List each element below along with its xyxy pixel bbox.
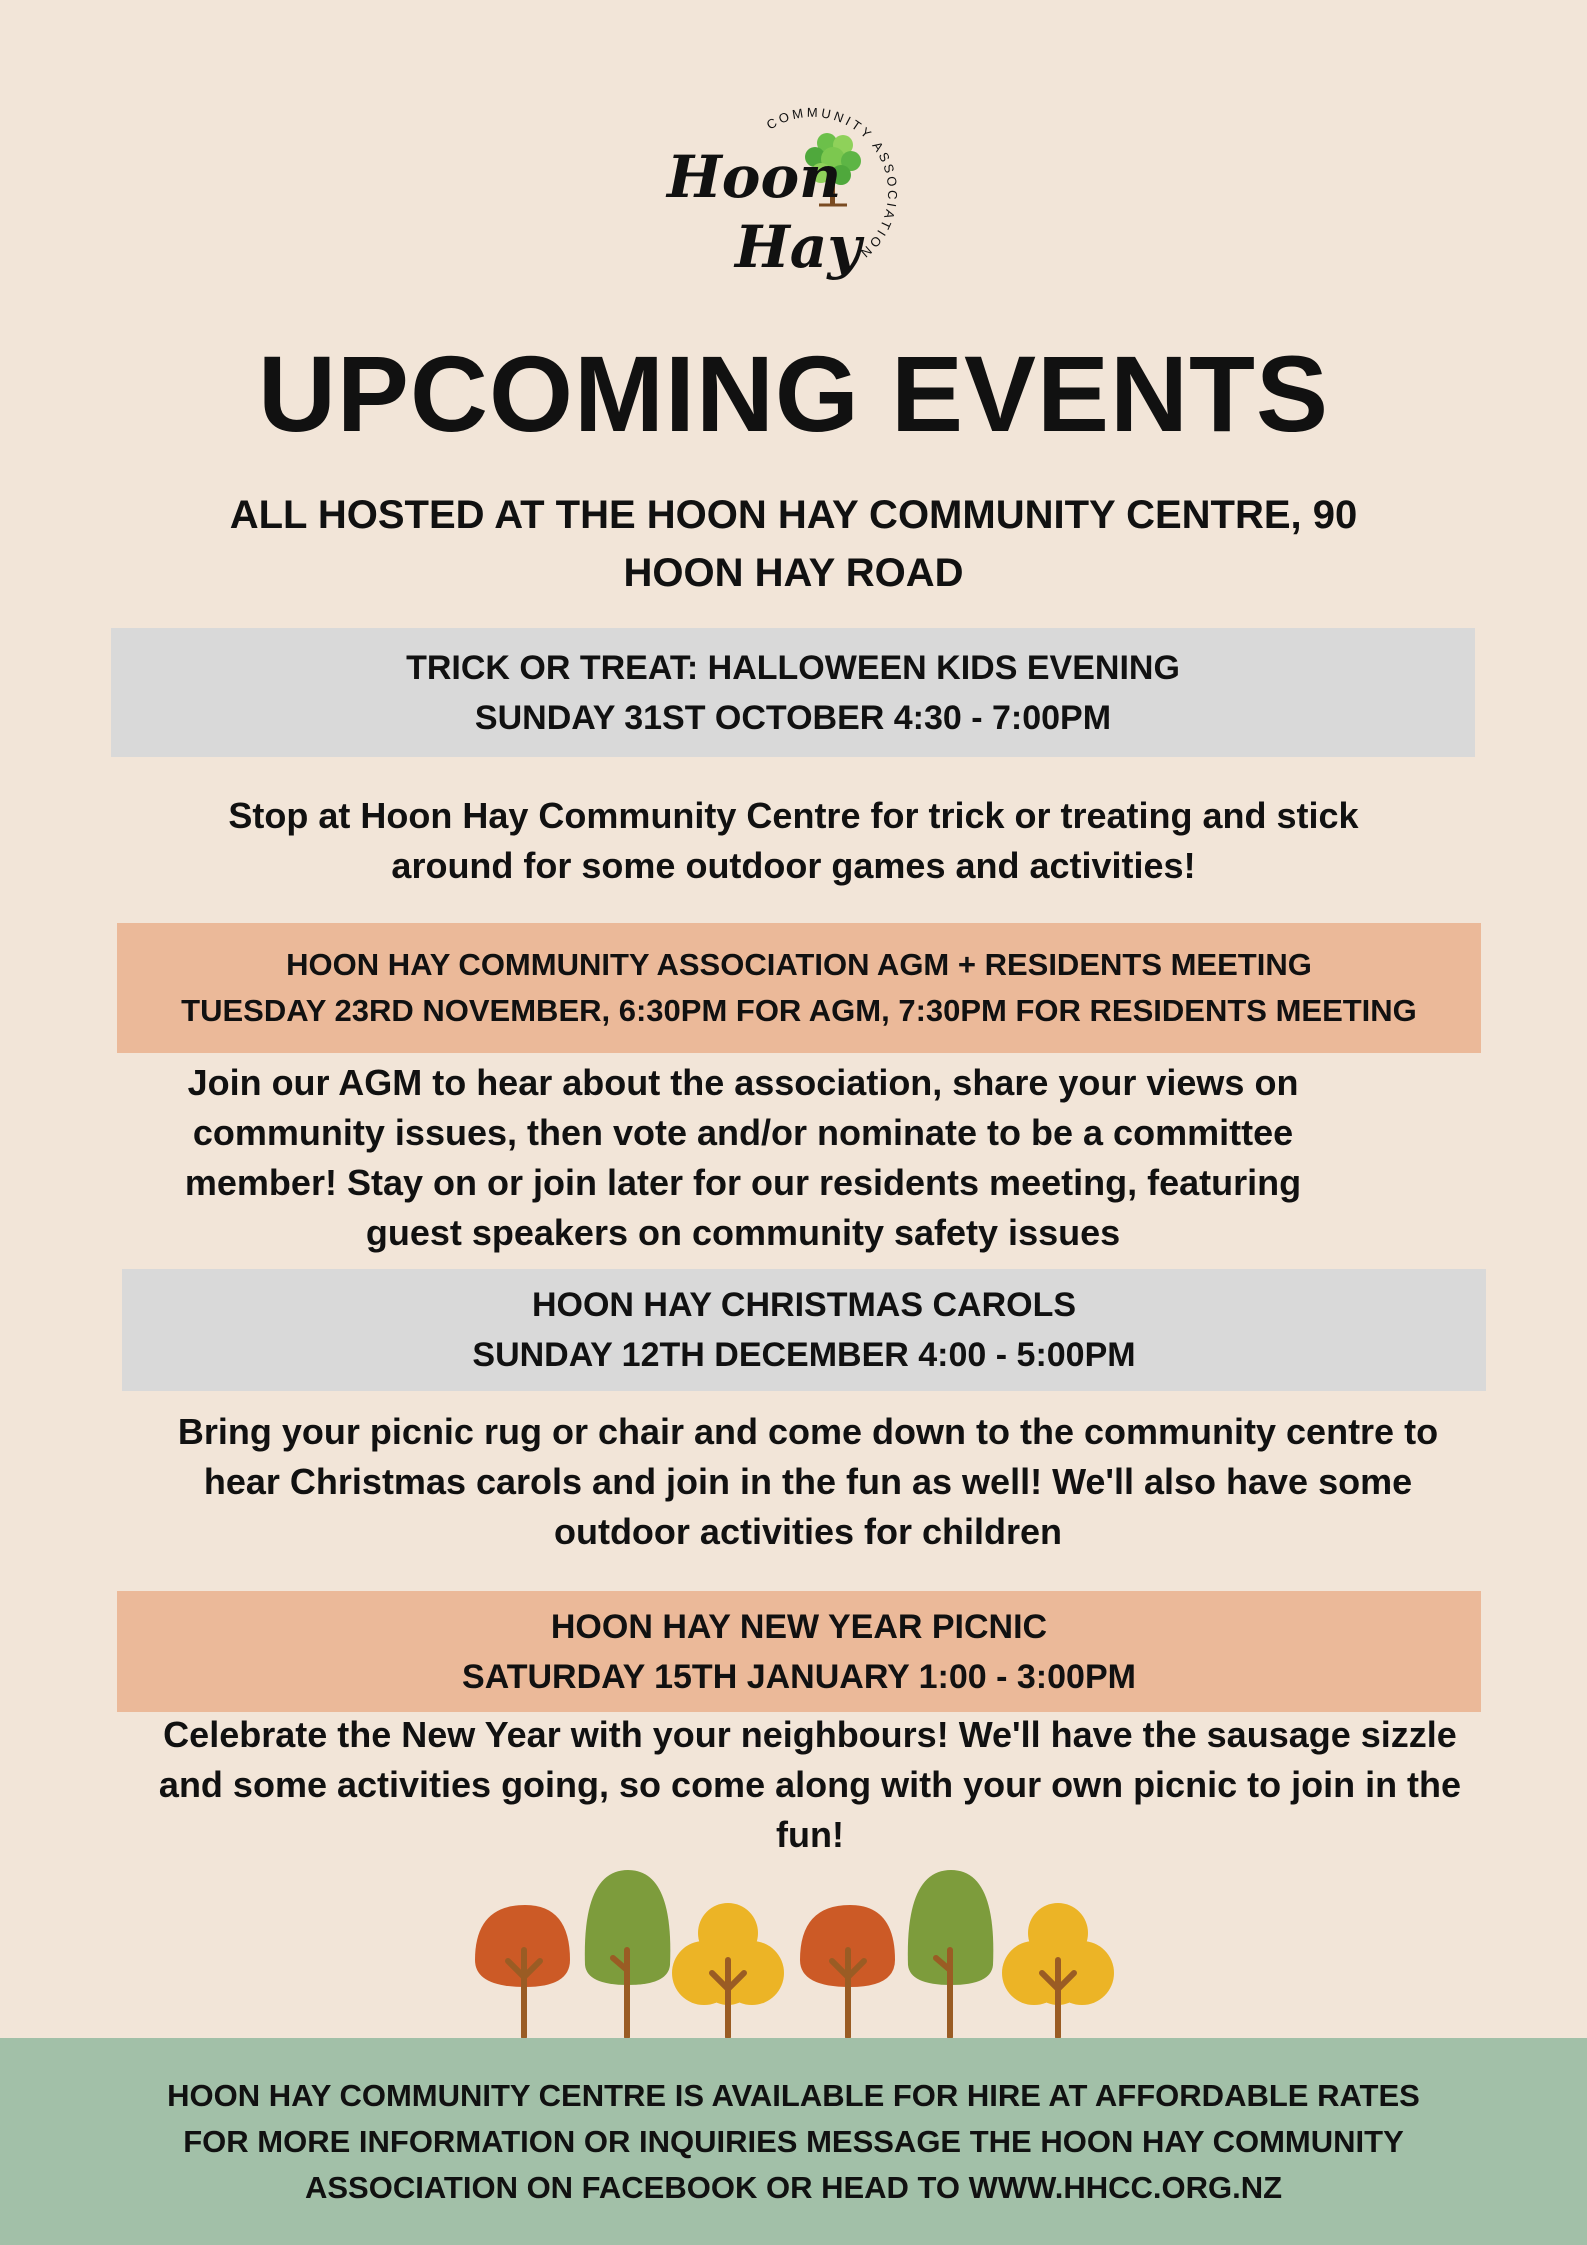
footer-banner: [0, 2038, 1587, 2245]
orange-tree-icon: [475, 1905, 570, 2037]
decorative-trees: [470, 1865, 1130, 2040]
event-header-carols: [122, 1269, 1486, 1391]
event-date: SATURDAY 15TH JANUARY 1:00 - 3:00PM: [462, 1657, 1136, 1696]
event-date: SUNDAY 31ST OCTOBER 4:30 - 7:00PM: [474, 698, 1112, 737]
event-name: TRICK OR TREAT: HALLOWEEN KIDS EVENING: [406, 648, 1180, 687]
event-description-picnic: Celebrate the New Year with your neighbours! We'll have the sausage sizzle and some activities going, so come along with your own picnic to join in the fun!: [158, 1714, 1462, 1855]
page-title: UPCOMING EVENTS: [257, 333, 1330, 454]
event-description-halloween: Stop at Hoon Hay Community Centre for trick or treating and stick around for some outdoor games and activities!: [228, 795, 1359, 886]
community-association-logo: [655, 85, 915, 305]
footer-contact-text: FOR MORE INFORMATION OR INQUIRIES MESSAGE THE HOON HAY COMMUNITY ASSOCIATION ON FACEBOOK OR HEAD TO WWW.HHCC.ORG.NZ: [183, 2123, 1404, 2205]
event-date: SUNDAY 12TH DECEMBER 4:00 - 5:00PM: [472, 1336, 1136, 1374]
page-subtitle: ALL HOSTED AT THE HOON HAY COMMUNITY CENTRE, 90 HOON HAY ROAD: [229, 493, 1358, 595]
logo-graphic: [655, 85, 915, 305]
event-header-agm: [117, 923, 1481, 1053]
green-tree-icon: [908, 1870, 994, 2037]
event-description-carols: Bring your picnic rug or chair and come down to the community centre to hear Christmas carols and join in the fun as well! We'll also have some outdoor activities for children: [177, 1411, 1439, 1552]
logo-script-hay: Hay: [735, 213, 862, 281]
event-description-agm: Join our AGM to hear about the association, share your views on community issues, then vote and/or nominate to be a committee member! Stay on or join later for our residents meeting, featuring guest speakers on community safety issues: [184, 1062, 1302, 1253]
event-header-picnic: [117, 1591, 1481, 1712]
orange-tree-icon: [800, 1905, 895, 2037]
logo-ring-text: COMMUNITY ASSOCIATION: [763, 104, 901, 263]
logo-script-hoon: Hoon: [667, 143, 842, 211]
yellow-tree-icon: [1002, 1903, 1114, 2037]
event-name: HOON HAY CHRISTMAS CAROLS: [531, 1286, 1077, 1324]
event-name: HOON HAY NEW YEAR PICNIC: [550, 1607, 1048, 1646]
green-tree-icon: [585, 1870, 671, 2037]
event-name: HOON HAY COMMUNITY ASSOCIATION AGM + RESIDENTS MEETING: [286, 947, 1312, 982]
yellow-tree-icon: [672, 1903, 784, 2037]
event-date: TUESDAY 23RD NOVEMBER, 6:30PM FOR AGM, 7:30PM FOR RESIDENTS MEETING: [181, 993, 1417, 1028]
footer-hire-text: HOON HAY COMMUNITY CENTRE IS AVAILABLE FOR HIRE AT AFFORDABLE RATES: [167, 2077, 1420, 2113]
event-header-halloween: [111, 628, 1475, 757]
